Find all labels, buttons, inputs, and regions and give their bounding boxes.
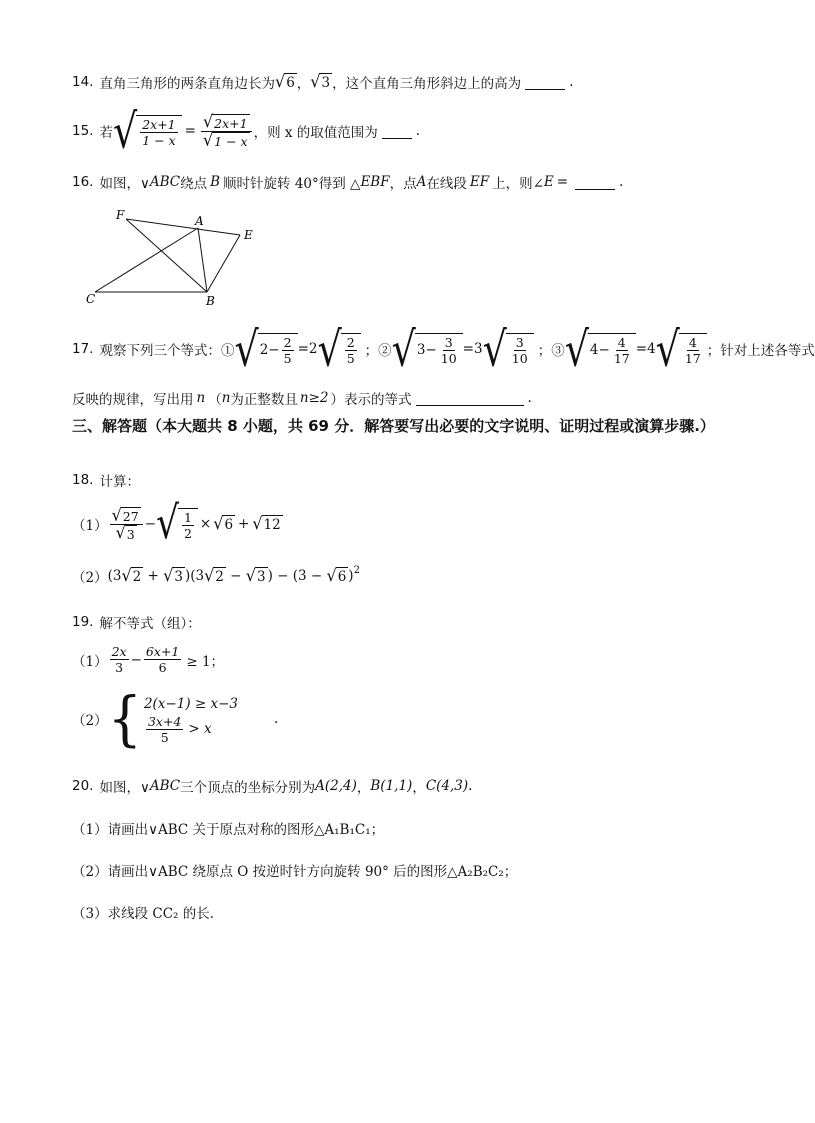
point-label-F: F xyxy=(116,208,125,222)
sqrt-3: √ 3 xyxy=(310,71,331,92)
question-18: 18. 计算： xyxy=(72,472,140,490)
question-20-part-3: （3）求线段 CC₂ 的长． xyxy=(72,906,224,922)
triangle-rotation-figure xyxy=(80,205,270,310)
fraction-sqrt27-over-sqrt3: √ 27 √ 3 xyxy=(110,507,143,542)
answer-blank[interactable] xyxy=(575,175,615,190)
question-20: 20. 如图，∨ ABC 三个顶点的坐标分别为 A(2,4) ， B(1,1) ， C(4,3) . xyxy=(72,778,473,796)
part-label: （2） xyxy=(72,713,108,729)
section-heading: 三、解答题（本大题共 8 小题，共 69 分．解答要写出必要的文字说明、证明过程或演算步骤.） xyxy=(72,417,715,435)
answer-blank[interactable] xyxy=(382,124,412,139)
question-text: 直角三角形的两条直角边长为 xyxy=(99,76,275,92)
segment-AB xyxy=(198,228,207,292)
question-17-continued: 反映的规律，写出用 n （ n 为正整数且 n≥2 ）表示的等式 . xyxy=(72,390,532,408)
segment-EB xyxy=(207,235,240,292)
question-20-part-1: （1）请画出∨ABC 关于原点对称的图形△A₁B₁C₁； xyxy=(72,822,385,838)
question-text: ，这个直角三角形斜边上的高为 xyxy=(332,76,522,92)
point-label-A: A xyxy=(195,214,204,228)
point-label-E: E xyxy=(244,228,253,242)
equation-1-rhs: √ $\frac{2}{5}$ xyxy=(317,330,360,368)
equation-3-rhs: √ $\frac{4}{17}$ xyxy=(656,330,707,368)
question-19: 19. 解不等式（组）： xyxy=(72,614,201,632)
answer-blank[interactable] xyxy=(525,75,565,90)
question-15: 15. 若 √ $\frac{2x+1}{1 - x}$ = √ 2x+1 √ 1 − x ，则 x 的取值范围为 . xyxy=(72,103,421,159)
question-19-part-1: （1） $\frac{2x}{3}$ − $\frac{6x+1}{6}$ ≥ 1； xyxy=(72,644,225,675)
question-number: 19. xyxy=(72,614,94,630)
system-brace: { xyxy=(107,683,142,754)
sqrt-fraction-lhs: √ $\frac{2x+1}{1 - x}$ xyxy=(113,112,182,150)
point-label-B: B xyxy=(206,294,215,308)
question-17: 17. 观察下列三个等式：① √ 2 − $\frac{2}{5}$ = 2 √ $\frac{2}{5}$ ；② √ 3 − $\frac{3}{10}$ = 3 √ $\frac{3}{10}$ ；③ √ 4 − $\frac{4}{17}$ = 4 √ $\frac{4}{17}$ ；针对上述各等式 xyxy=(72,321,815,377)
question-18-part-1: （1） √ 27 √ 3 − √ $\frac{1}{2}$ × √ 6 + √ 12 xyxy=(72,497,281,549)
equation-3-lhs: √ 4 − $\frac{4}{17}$ xyxy=(565,330,636,368)
part-label: （2） xyxy=(72,570,108,586)
question-number: 16. xyxy=(72,174,94,190)
answer-blank[interactable] xyxy=(416,391,524,406)
question-20-part-2: （2）请画出∨ABC 绕原点 O 按逆时针方向旋转 90° 后的图形△A₂B₂C₂； xyxy=(72,864,518,880)
inequality-system: 2(x−1) ≥ x−3 $\frac{3x+4}{5}$ > x xyxy=(143,695,238,745)
equation-2-lhs: √ 3 − $\frac{3}{10}$ xyxy=(392,330,463,368)
question-number: 18. xyxy=(72,472,94,488)
fraction-rhs: √ 2x+1 √ 1 − x xyxy=(201,114,252,149)
point-label-C: C xyxy=(86,292,96,306)
question-number: 14. xyxy=(72,74,94,90)
question-number: 17. xyxy=(72,341,94,357)
question-18-part-2: （2） (3 √ 2 + √ 3 )(3 √ 2 − √ 3 ) − (3 − √ 6 ) $^2$ xyxy=(72,564,360,586)
question-19-part-2: （2） { 2(x−1) ≥ x−3 $\frac{3x+4}{5}$ > x . xyxy=(72,683,279,754)
sqrt-one-half: √ $\frac{1}{2}$ xyxy=(156,506,198,542)
equation-1-lhs: √ 2 − $\frac{2}{5}$ xyxy=(234,330,297,368)
question-number: 20. xyxy=(72,778,94,794)
part-label: （1） xyxy=(72,518,108,534)
question-14: 14. 直角三角形的两条直角边长为 √ 6 ， √ 3 ，这个直角三角形斜边上的高为 . xyxy=(72,71,574,92)
question-number: 15. xyxy=(72,123,94,139)
part-label: （1） xyxy=(72,653,108,670)
sqrt-6: √ 6 xyxy=(274,71,295,92)
equation-2-rhs: √ $\frac{3}{10}$ xyxy=(483,330,534,368)
segment-FE xyxy=(126,219,240,235)
question-16: 16. 如图，∨ ABC 绕点 B 顺时针旋转 40°得到 △ EBF ，点 A 在线段 EF 上，则∠ E = . xyxy=(72,174,624,192)
